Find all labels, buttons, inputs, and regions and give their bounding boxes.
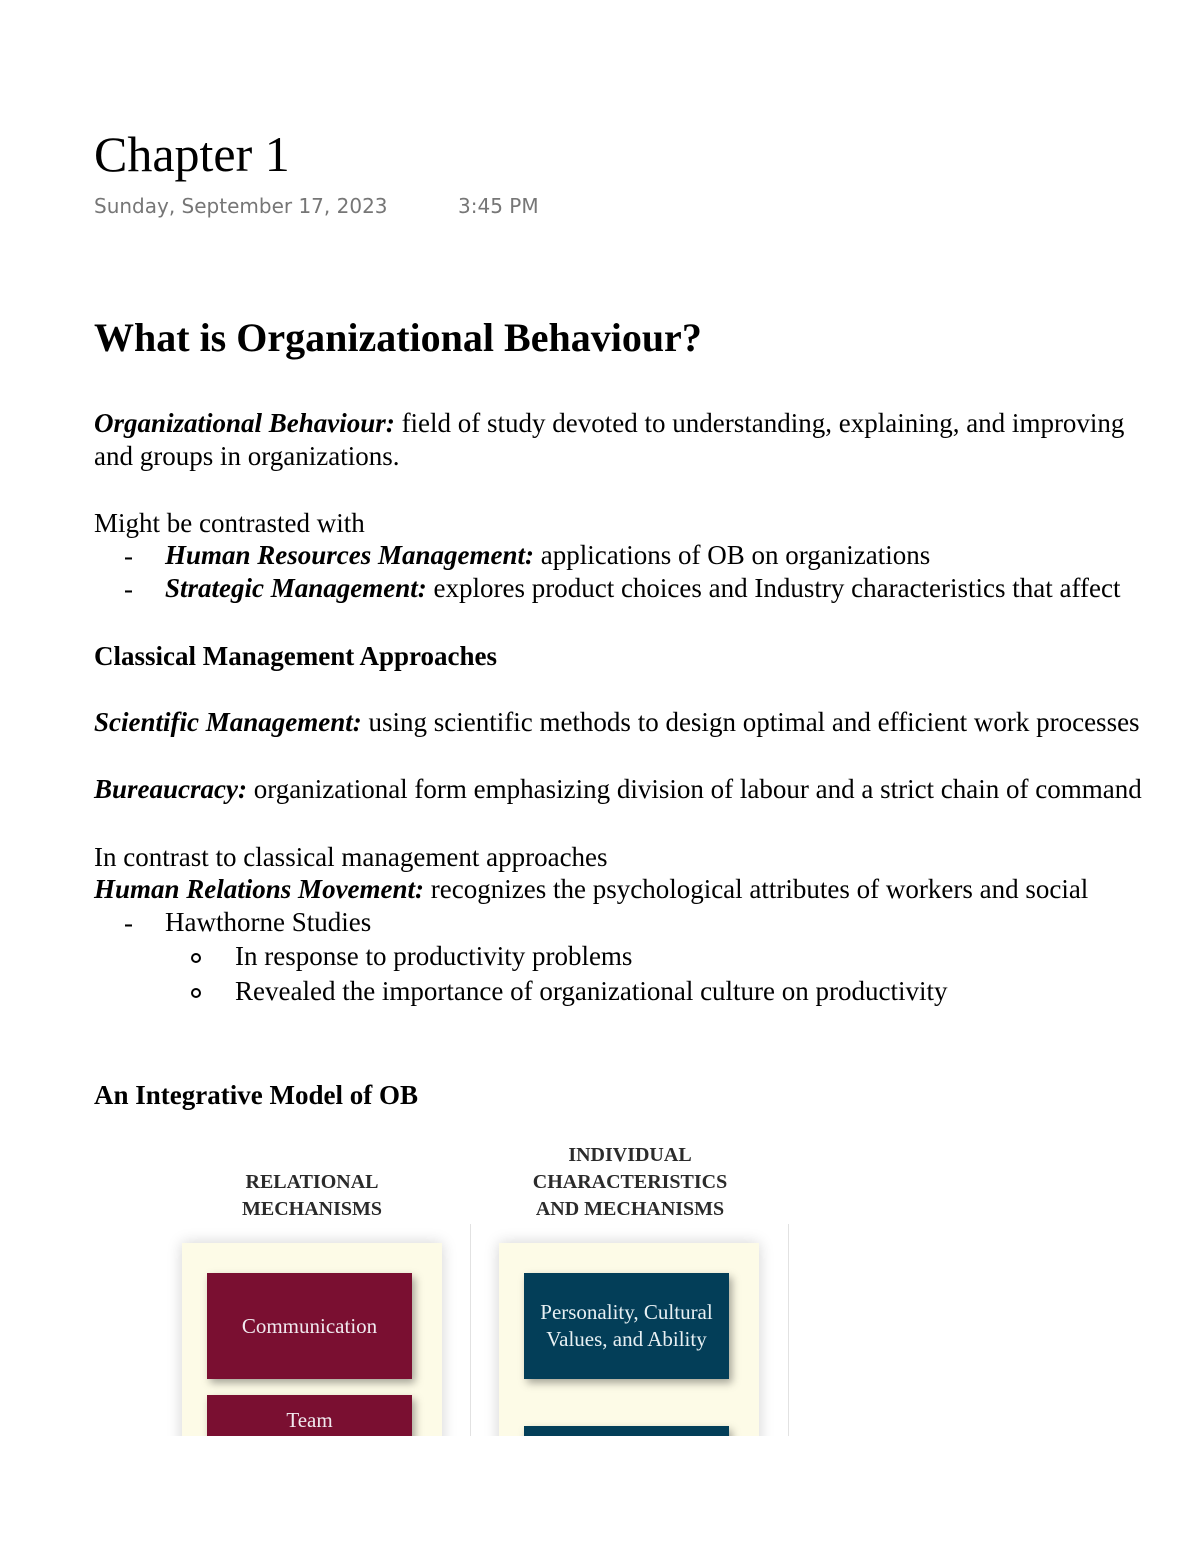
- page-title: Chapter 1: [94, 126, 290, 182]
- individual-header-line: INDIVIDUAL: [568, 1144, 692, 1166]
- strategic-term: Strategic Management:: [165, 573, 427, 603]
- individual-header-line: CHARACTERISTICS: [532, 1171, 728, 1193]
- human-relations-text: recognizes the psychological attributes of workers and social: [424, 874, 1089, 904]
- bureaucracy-text: organizational form emphasizing division of labour and a strict chain of command: [246, 774, 1142, 804]
- contrast-classical: In contrast to classical management approaches: [94, 842, 608, 872]
- hawthorne-item: Hawthorne Studies: [165, 907, 372, 937]
- human-relations-term: Human Relations Movement:: [94, 874, 425, 904]
- team-box: Team: [207, 1395, 412, 1436]
- page-date: Sunday, September 17, 2023: [94, 194, 388, 218]
- relational-header: [212, 1169, 412, 1223]
- bureaucracy-term: Bureaucracy:: [94, 774, 247, 804]
- section-heading: What is Organizational Behaviour?: [94, 315, 702, 360]
- hrm-term: Human Resources Management:: [165, 540, 535, 570]
- page-time: 3:45 PM: [458, 194, 539, 218]
- strategic-text: explores product choices and Industry characteristics that affect: [426, 573, 1121, 603]
- individual-box-2: [524, 1426, 729, 1436]
- hrm-text: applications of OB on organizations: [534, 540, 931, 570]
- classical-heading: Classical Management Approaches: [94, 641, 497, 671]
- scientific-term: Scientific Management:: [94, 707, 362, 737]
- bullet-dash: -: [124, 574, 133, 604]
- figure-divider: [788, 1224, 789, 1436]
- integrative-heading: An Integrative Model of OB: [94, 1080, 418, 1110]
- contrast-intro: Might be contrasted with: [94, 508, 365, 538]
- ob-term: Organizational Behaviour:: [94, 408, 395, 438]
- relational-header-line: RELATIONAL: [245, 1171, 379, 1193]
- individual-header-line: AND MECHANISMS: [535, 1198, 725, 1220]
- personality-box: Personality, Cultural Values, and Ability: [524, 1273, 729, 1379]
- relational-header-line: MECHANISMS: [241, 1198, 382, 1220]
- individual-header: [500, 1142, 760, 1223]
- figure-divider: [470, 1224, 471, 1436]
- ob-definition-continuation: and groups in organizations.: [94, 441, 400, 471]
- hawthorne-sub-item: In response to productivity problems: [235, 941, 633, 971]
- hawthorne-sub-item: Revealed the importance of organizational culture on productivity: [235, 976, 948, 1006]
- bullet-dash: -: [124, 908, 133, 938]
- communication-box: Communication: [207, 1273, 412, 1379]
- ob-text: field of study devoted to understanding, explaining, and improving: [394, 408, 1125, 438]
- scientific-text: using scientific methods to design optimal and efficient work processes: [361, 707, 1140, 737]
- bullet-dash: -: [124, 541, 133, 571]
